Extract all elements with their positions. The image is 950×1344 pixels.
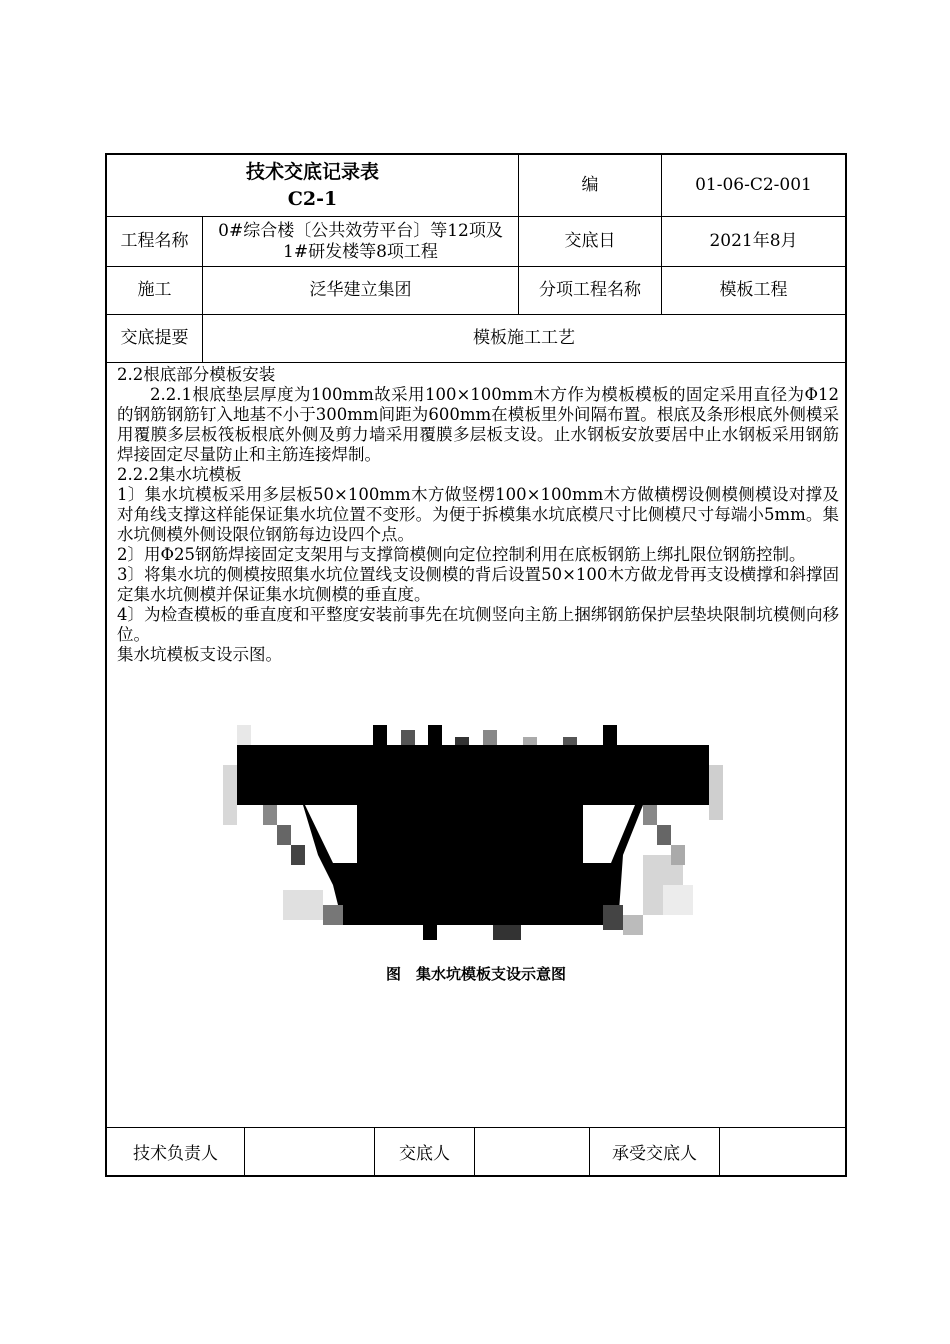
title-line2: C2-1 xyxy=(287,187,338,210)
date-value: 2021年8月 xyxy=(662,217,845,267)
builder-value: 泛华建立集团 xyxy=(203,267,519,315)
discloser-label: 交底人 xyxy=(375,1127,475,1175)
subsection-heading: 2.2.2集水坑模板 xyxy=(117,465,242,484)
figure-intro: 集水坑模板支设示图。 xyxy=(117,645,282,664)
project-value: 0#综合楼〔公共效劳平台〕等12项及1#研发楼等8项工程 xyxy=(203,217,519,267)
item-2: 2〕用Φ25钢筋焊接固定支架用与支撑筒模侧向定位控制利用在底板钢筋上绑扎限位钢筋控制。 xyxy=(117,545,806,564)
discloser-signature xyxy=(475,1127,590,1175)
tech-lead-label: 技术负责人 xyxy=(107,1127,245,1175)
tech-lead-signature xyxy=(245,1127,375,1175)
subitem-value: 模板工程 xyxy=(662,267,845,315)
builder-label: 施工 xyxy=(107,267,203,315)
date-label: 交底日 xyxy=(519,217,662,267)
subitem-label: 分项工程名称 xyxy=(519,267,662,315)
summary-value: 模板施工工艺 xyxy=(203,315,845,363)
disclosure-content xyxy=(117,365,839,665)
sump-formwork-figure xyxy=(223,725,723,940)
title-line1: 技术交底记录表 xyxy=(245,160,379,183)
project-label: 工程名称 xyxy=(107,217,203,267)
section-heading: 2.2根底部分模板安装 xyxy=(117,365,276,384)
receiver-label: 承受交底人 xyxy=(590,1127,720,1175)
form-title xyxy=(107,155,519,217)
item-3: 3〕将集水坑的侧模按照集水坑位置线支设侧模的背后设置50×100木方做龙骨再支设横撑和斜撑固定集水坑侧模并保证集水坑侧模的垂直度。 xyxy=(117,565,839,604)
code-value: 01-06-C2-001 xyxy=(662,155,845,217)
receiver-signature xyxy=(720,1127,845,1175)
item-4: 4〕为检查模板的垂直度和平整度安装前事先在坑侧竖向主筋上捆绑钢筋保护层垫块限制坑模侧向移位。 xyxy=(117,605,839,644)
disclosure-form xyxy=(105,153,847,1177)
summary-label: 交底提要 xyxy=(107,315,203,363)
item-1: 1〕集水坑模板采用多层板50×100mm木方做竖楞100×100mm木方做横楞设侧模侧模设对撑及对角线支撑这样能保证集水坑位置不变形。为便于拆模集水坑底模尺寸比侧模尺寸每端小5mm。集水坑侧模外侧设限位钢筋每边设四个点。 xyxy=(117,485,839,544)
code-label: 编 xyxy=(519,155,662,217)
figure-caption: 图 集水坑模板支设示意图 xyxy=(385,965,566,983)
paragraph-foundation: 2.2.1根底垫层厚度为100mm故采用100×100mm木方作为模板模板的固定采用直径为Φ12的钢筋钢筋钉入地基不小于300mm间距为600mm在模板里外间隔布置。根底及条形根底外侧模采用覆膜多层板筏板根底外侧及剪力墙采用覆膜多层板支设。止水钢板安放要居中止水钢板采用钢筋焊接固定尽量防止和主筋连接焊制。 xyxy=(117,385,839,464)
